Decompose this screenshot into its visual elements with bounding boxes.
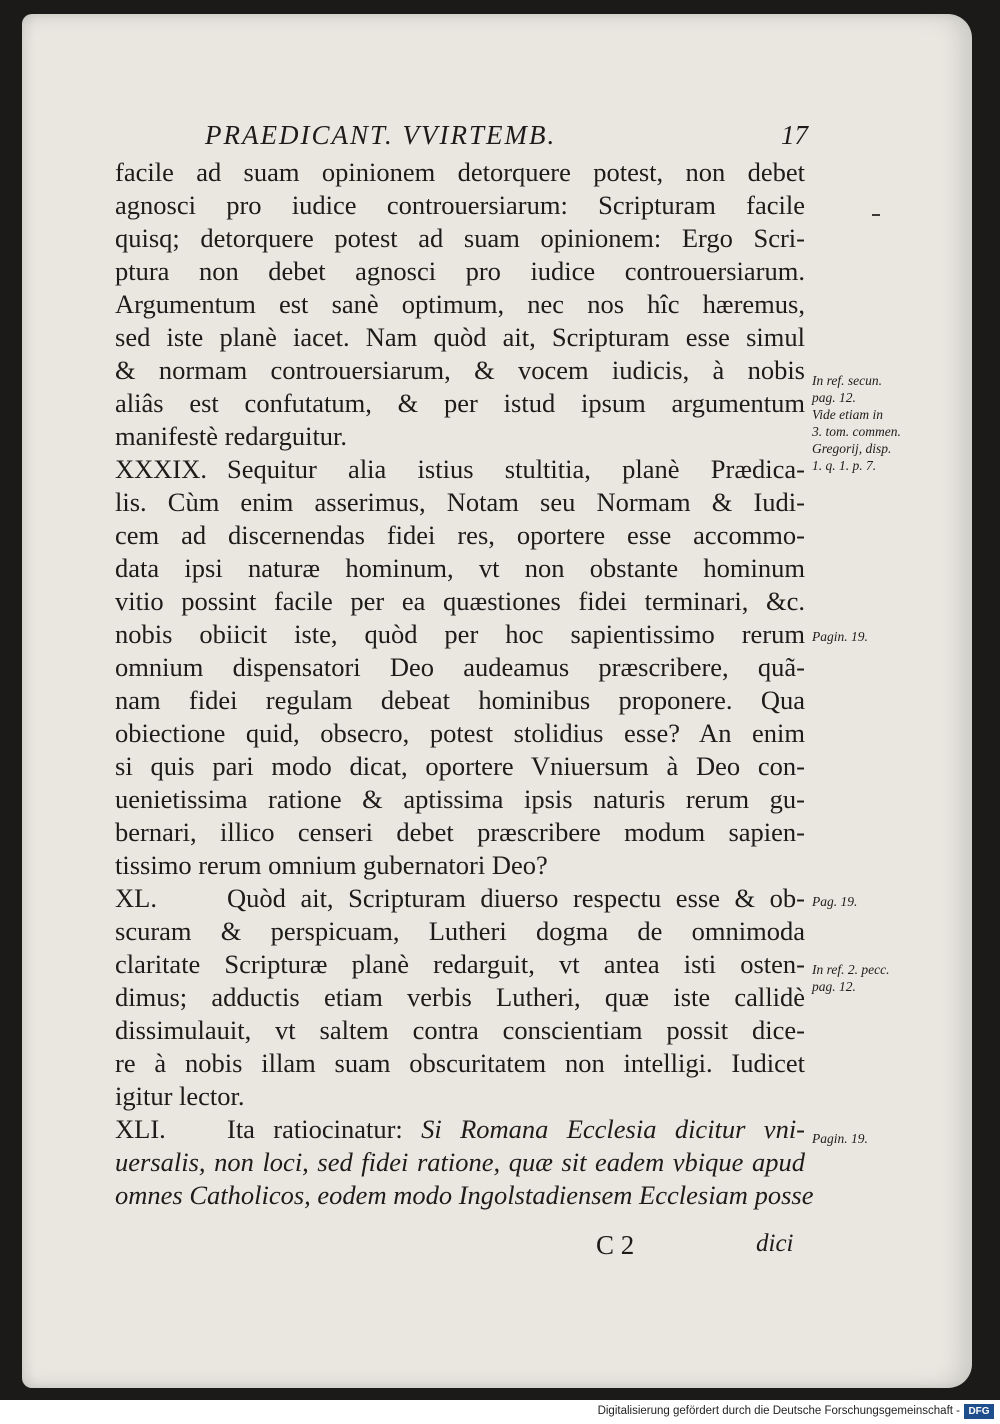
section-text: Sequitur alia istius stultitia, planè Prædica- [227, 454, 805, 484]
text-line: claritate Scripturæ planè redarguit, vt antea isti osten- [115, 949, 805, 979]
margin-note-line: In ref. secun. [812, 373, 882, 388]
stray-ink-mark [872, 214, 880, 216]
text-line: nam fidei regulam debeat hominibus proponere. Qua [115, 685, 805, 715]
text-line: manifestè redarguitur. [115, 421, 348, 451]
margin-note-line: Pagin. 19. [812, 629, 868, 644]
text-line: Argumentum est sanè optimum, nec nos hîc hæremus, [115, 289, 805, 319]
margin-note-3 [812, 893, 947, 910]
text-line: facile ad suam opinionem detorquere potest, non debet [115, 157, 805, 187]
margin-note-line: pag. 12. [812, 979, 856, 994]
text-line: cem ad discernendas fidei res, oportere esse accommo- [115, 520, 805, 550]
text-line: si quis pari modo dicat, oportere Vniuersum à Deo con- [115, 751, 805, 781]
quoted-line: uersalis, non loci, sed fidei ratione, quæ sit eadem vbique apud [115, 1147, 805, 1177]
margin-note-line: Pagin. 19. [812, 1131, 868, 1146]
margin-note-line: pag. 12. [812, 390, 856, 405]
margin-note-2 [812, 628, 947, 645]
text-line: re à nobis illam suam obscuritatem non intelligi. Iudicet [115, 1048, 805, 1078]
text-line: lis. Cùm enim asserimus, Notam seu Normam & Iudi- [115, 487, 805, 517]
text-line: omnium dispensatori Deo audeamus præscribere, quã- [115, 652, 805, 682]
margin-note-5 [812, 1130, 947, 1147]
text-line: obiectione quid, obsecro, potest stolidius esse? An enim [115, 718, 805, 748]
section-numeral: XL. [115, 883, 157, 913]
text-line: bernari, illico censeri debet præscribere modum sapien- [115, 817, 805, 847]
text-line: ptura non debet agnosci pro iudice controuersiarum. [115, 256, 805, 286]
text-line: scuram & perspicuam, Lutheri dogma de omnimoda [115, 916, 805, 946]
signature-mark: C 2 [596, 1230, 635, 1260]
section-xl-first-line [115, 882, 805, 915]
text-line: quisq; detorquere potest ad suam opinionem: Ergo Scri- [115, 223, 805, 253]
body-text [115, 156, 814, 1212]
margin-note-line: Pag. 19. [812, 894, 858, 909]
margin-note-1 [812, 372, 947, 474]
text-line: dissimulauit, vt saltem contra conscientiam possit dice- [115, 1015, 805, 1045]
running-title: PRAEDICANT. VVIRTEMB. [205, 120, 557, 150]
margin-note-line: In ref. 2. pecc. [812, 962, 890, 977]
text-line: uenietissima ratione & aptissima ipsis naturis rerum gu- [115, 784, 805, 814]
text-line: nobis obiicit iste, quòd per hoc sapientissimo rerum [115, 619, 805, 649]
text-line: aliâs est confutatum, & per istud ipsum argumentum [115, 388, 805, 418]
section-xli-first-line [115, 1113, 805, 1146]
quoted-line: omnes Catholicos, eodem modo Ingolstadiensem Ecclesiam posse [115, 1180, 814, 1210]
text-line: tissimo rerum omnium gubernatori Deo? [115, 850, 548, 880]
section-text: Quòd ait, Scripturam diuerso respectu esse & ob- [227, 883, 805, 913]
funding-credit: Digitalisierung gefördert durch die Deutsche Forschungsgemeinschaft - [597, 1405, 960, 1417]
text-line: sed iste planè iacet. Nam quòd ait, Scripturam esse simul [115, 322, 805, 352]
section-xxxix-first-line [115, 453, 805, 486]
margin-note-line: Vide etiam in [812, 407, 883, 422]
section-numeral: XXXIX. [115, 454, 207, 484]
margin-note-line: 1. q. 1. p. 7. [812, 458, 877, 473]
margin-note-line: 3. tom. commen. [812, 424, 901, 439]
text-line: data ipsi naturæ hominum, vt non obstante hominum [115, 553, 805, 583]
text-line: igitur lector. [115, 1081, 245, 1111]
text-line: & normam controuersiarum, & vocem iudicis, à nobis [115, 355, 805, 385]
margin-note-line: Gregorij, disp. [812, 441, 892, 456]
section-text: Ita ratiocinatur: [227, 1114, 403, 1144]
digitization-footer [0, 1400, 1000, 1424]
margin-note-4 [812, 961, 947, 995]
section-numeral: XLI. [115, 1114, 166, 1144]
page-number: 17 [781, 120, 808, 150]
text-line: agnosci pro iudice controuersiarum: Scripturam facile [115, 190, 805, 220]
dfg-logo: DFG [964, 1404, 994, 1419]
catchword: dici [756, 1230, 794, 1257]
text-line: vitio possint facile per ea quæstiones fidei terminari, &c. [115, 586, 805, 616]
quoted-argument: Si Romana Ecclesia dicitur vni- [421, 1114, 806, 1144]
text-line: dimus; adductis etiam verbis Lutheri, quæ iste callidè [115, 982, 805, 1012]
